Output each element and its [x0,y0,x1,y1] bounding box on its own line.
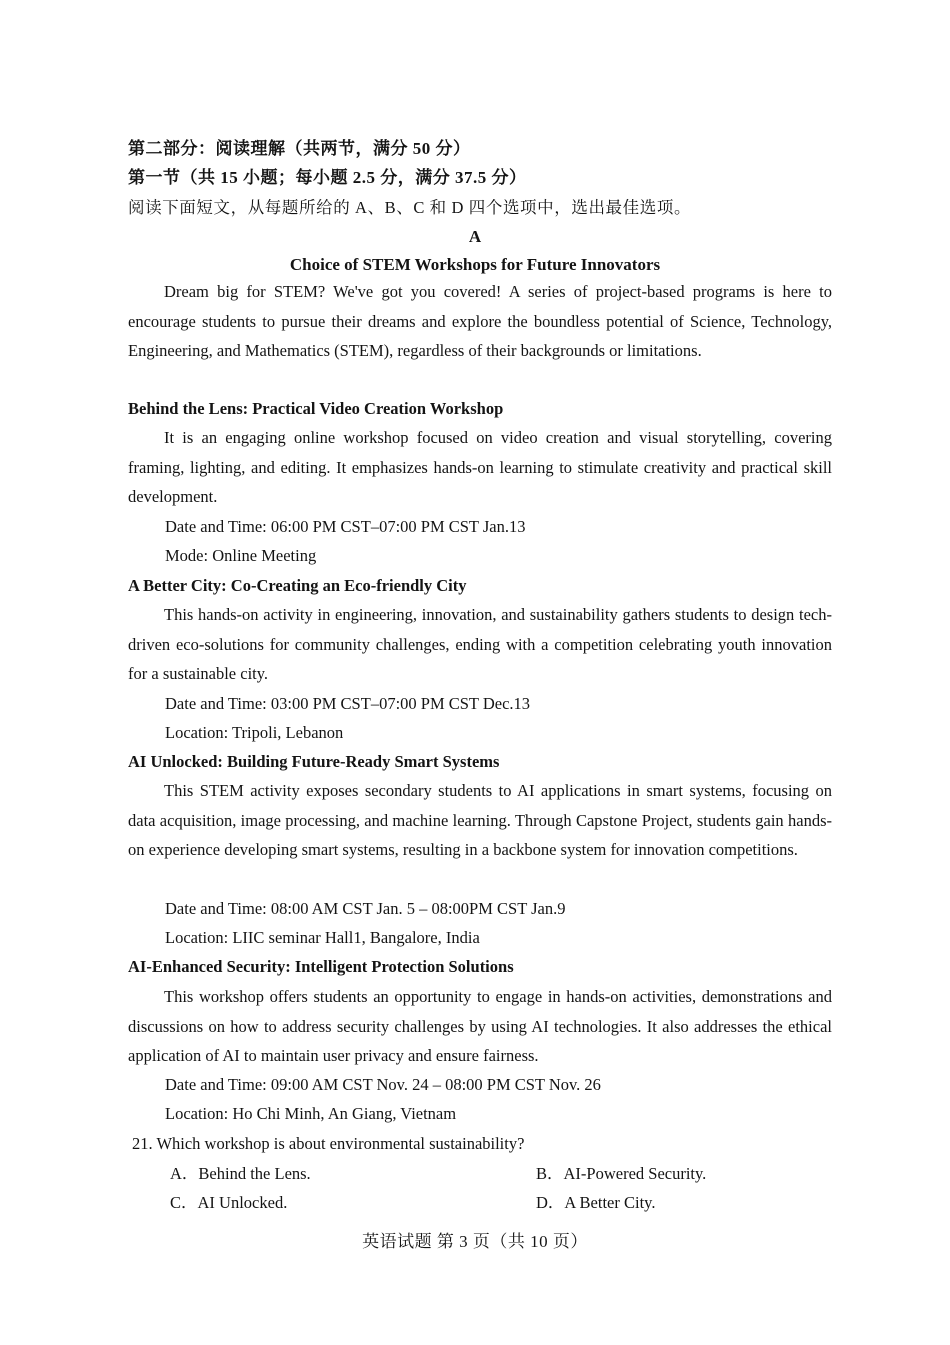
page-footer: 英语试题 第 3 页（共 10 页） [362,1232,588,1251]
option-d: D．A Better City. [536,1193,656,1212]
workshop-2-body: This hands-on activity in engineering, innovation, and sustainability gathers students to design tech-driven eco-solutions for community challenges, ending with a competition celebrating youth innovation for a sustainable city. [128,605,832,683]
workshop-2-location: Location: Tripoli, Lebanon [165,723,344,742]
question-21 [132,1129,524,1159]
option-a: A．Behind the Lens. [170,1164,311,1183]
workshop-4-time: Date and Time: 09:00 AM CST Nov. 24 – 08:00 PM CST Nov. 26 [165,1075,601,1094]
workshop-1-time: Date and Time: 06:00 PM CST–07:00 PM CST Jan.13 [165,517,526,536]
workshop-2-time: Date and Time: 03:00 PM CST–07:00 PM CST Dec.13 [165,694,531,713]
workshop-3-time: Date and Time: 08:00 AM CST Jan. 5 – 08:00PM CST Jan.9 [165,899,566,918]
workshop-3-title: AI Unlocked: Building Future-Ready Smart Systems [128,752,500,771]
passage-title: Choice of STEM Workshops for Future Innovators [289,255,661,274]
section-heading: 第一节（共 15 小题；每小题 2.5 分，满分 37.5 分） [128,168,527,187]
workshop-3-body: This STEM activity exposes secondary students to AI applications in smart systems, focusing on data acquisition, image processing, and machine learning. Through Capstone Project, students gain hands-on experience developing smart systems, resulting in a backbone system for innovation competitions. [128,781,832,859]
workshop-1-mode: Mode: Online Meeting [165,546,317,565]
intro-paragraph: Dream big for STEM? We've got you covered! A series of project-based programs is here to encourage students to pursue their dreams and explore the boundless potential of Science, Technology, Engineering, and Mathematics (STEM), regardless of their backgrounds or limitations. [128,282,832,360]
workshop-2-title: A Better City: Co-Creating an Eco-friendly City [128,576,467,595]
workshop-4-title: AI-Enhanced Security: Intelligent Protection Solutions [128,957,514,976]
workshop-4-body: This workshop offers students an opportunity to engage in hands-on activities, demonstrations and discussions on how to address security challenges by using AI technologies. It also addresses the ethical application of AI to maintain user privacy and ensure fairness. [128,987,832,1065]
question-text: Which workshop is about environmental sustainability? [156,1134,525,1153]
workshop-1-body: It is an engaging online workshop focused on video creation and visual storytelling, covering framing, lighting, and editing. It emphasizes hands-on learning to stimulate creativity and practical skill development. [128,428,832,506]
workshop-4-location: Location: Ho Chi Minh, An Giang, Vietnam [165,1104,457,1123]
workshop-3-location: Location: LIIC seminar Hall1, Bangalore, India [165,928,480,947]
question-number: 21. [132,1134,153,1153]
passage-letter: A [468,227,482,246]
option-c: C．AI Unlocked. [170,1193,288,1212]
workshop-1-title: Behind the Lens: Practical Video Creation Workshop [128,399,504,418]
part-heading: 第二部分：阅读理解（共两节，满分 50 分） [128,139,471,158]
option-b: B．AI-Powered Security. [536,1164,707,1183]
instructions: 阅读下面短文，从每题所给的 A、B、C 和 D 四个选项中，选出最佳选项。 [128,198,692,217]
